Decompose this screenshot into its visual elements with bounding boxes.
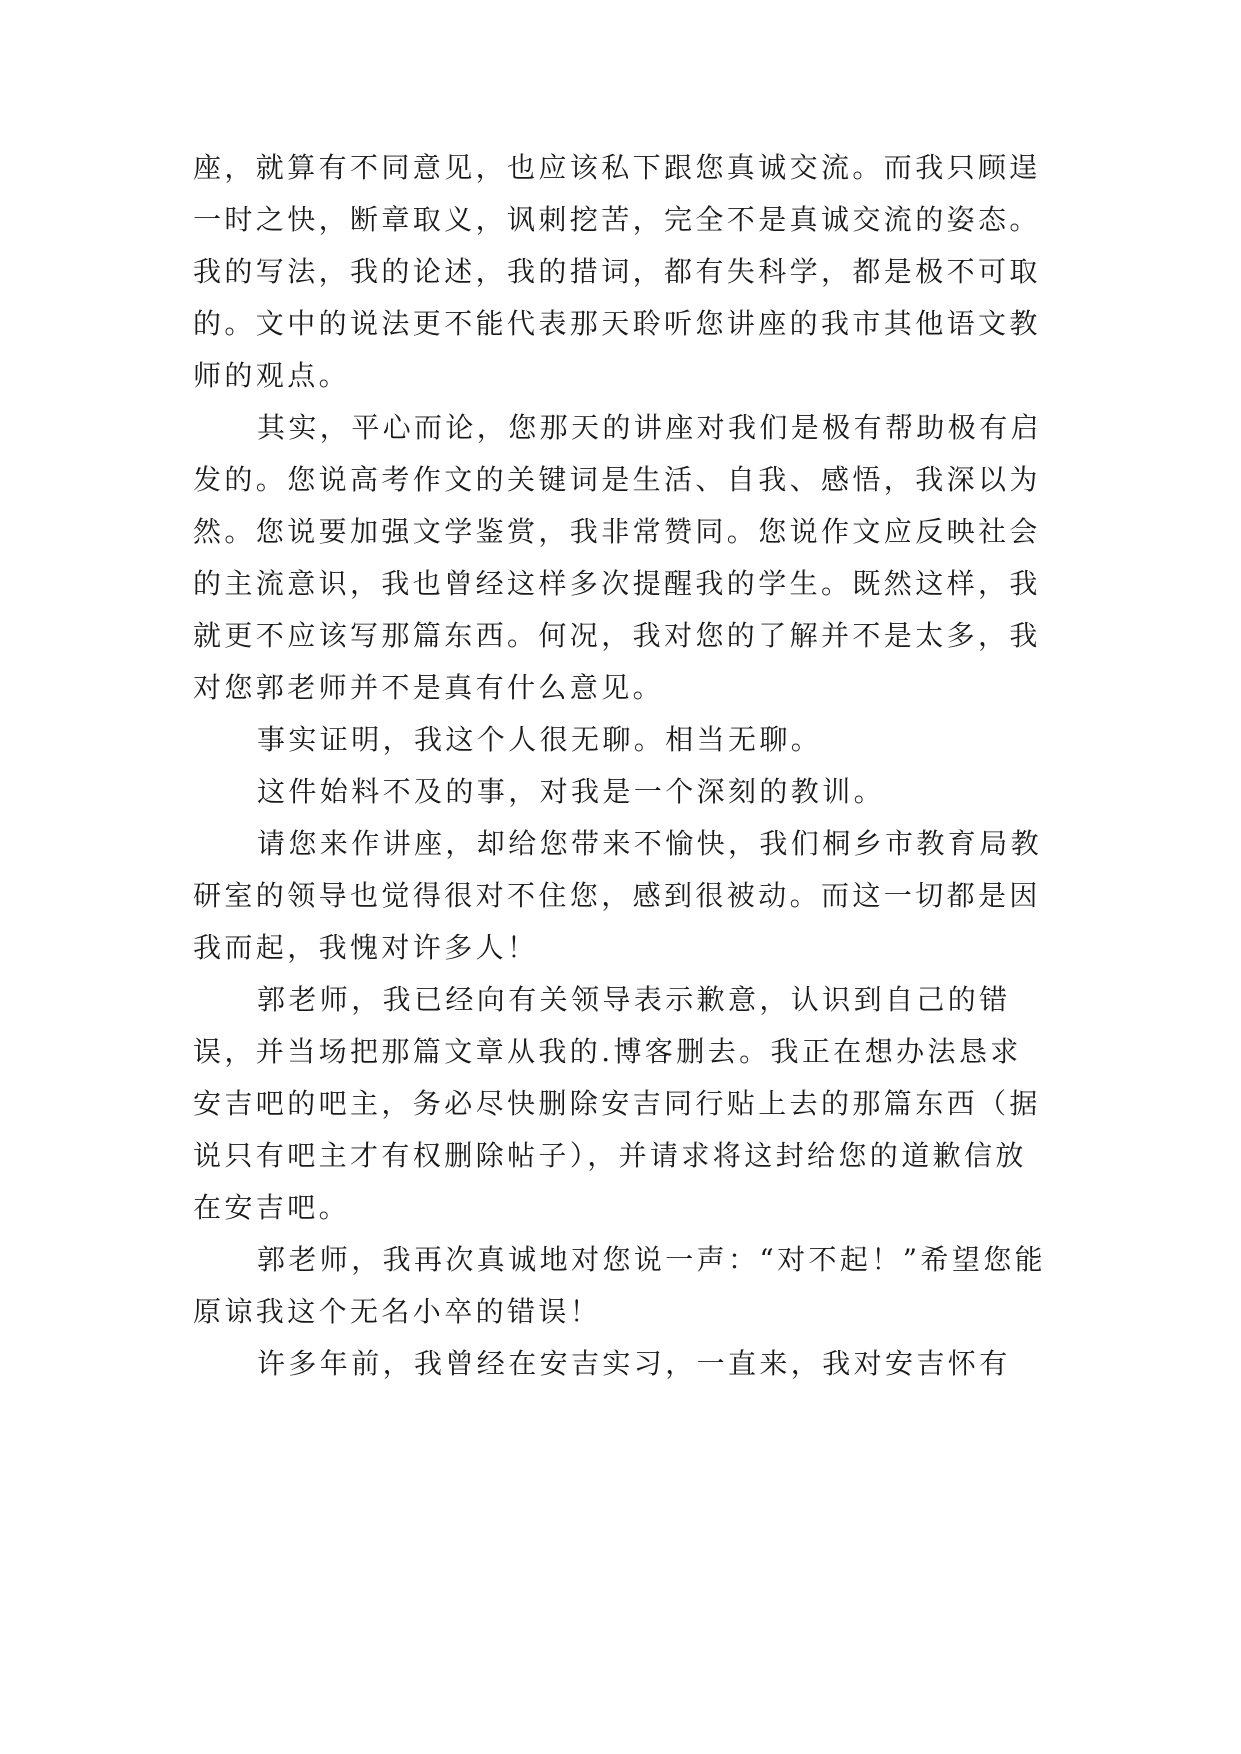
letter-body (193, 142, 1049, 1390)
paragraph: 许多年前，我曾经在安吉实习，一直来，我对安吉怀有 (257, 1347, 1011, 1380)
paragraph: 事实证明，我这个人很无聊。相当无聊。 (257, 723, 823, 756)
paragraph: 请您来作讲座，却给您带来不愉快，我们桐乡市教育局教研室的领导也觉得很对不住您，感到很被动。而这一切都是因我而起，我愧对许多人！ (193, 827, 1043, 964)
paragraph: 郭老师，我已经向有关领导表示歉意，认识到自己的错误，并当场把那篇文章从我的.博客删去。我正在想办法恳求安吉吧的吧主，务必尽快删除安吉同行贴上去的那篇东西（据说只有吧主才有权删除帖子），并请求将这封给您的道歉信放在安吉吧。 (193, 983, 1041, 1224)
paragraph: 其实，平心而论，您那天的讲座对我们是极有帮助极有启发的。您说高考作文的关键词是生活、自我、感悟，我深以为然。您说要加强文学鉴赏，我非常赞同。您说作文应反映社会的主流意识，我也曾经这样多次提醒我的学生。既然这样，我就更不应该写那篇东西。何况，我对您的了解并不是太多，我对您郭老师并不是真有什么意见。 (193, 411, 1043, 704)
paragraph-continued: 座，就算有不同意见，也应该私下跟您真诚交流。而我只顾逞一时之快，断章取义，讽刺挖苦，完全不是真诚交流的姿态。我的写法，我的论述，我的措词，都有失科学，都是极不可取的。文中的说法更不能代表那天聆听您讲座的我市其他语文教师的观点。 (193, 151, 1041, 392)
paragraph: 郭老师，我再次真诚地对您说一声：“对不起！”希望您能原谅我这个无名小卒的错误！ (193, 1243, 1047, 1328)
paragraph: 这件始料不及的事，对我是一个深刻的教训。 (257, 775, 886, 808)
